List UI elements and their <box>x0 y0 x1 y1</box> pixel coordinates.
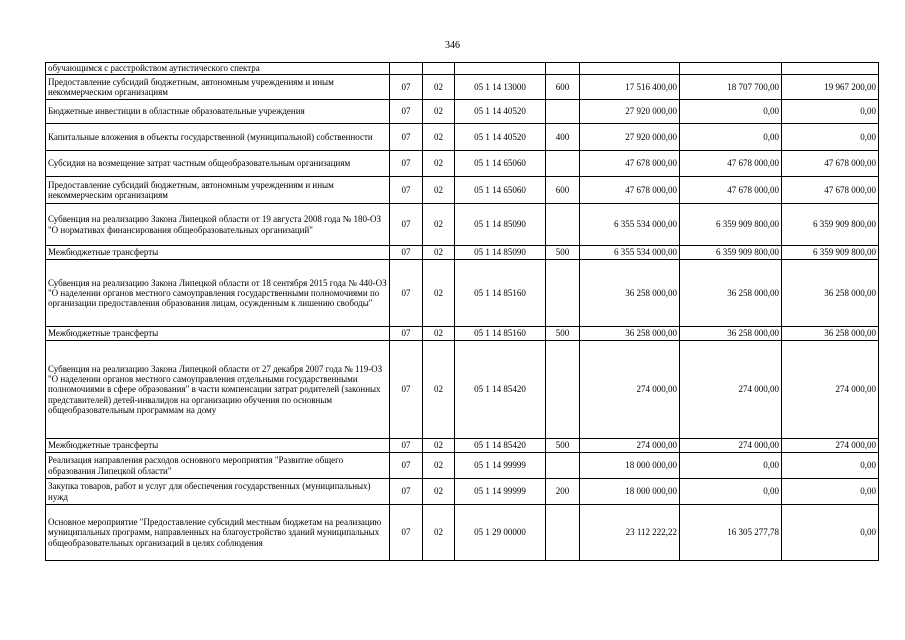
table-row <box>46 341 879 439</box>
row-name-cell: Субвенция на реализацию Закона Липецкой области от 19 августа 2008 года № 180-ОЗ "О нормативах финансирования общеобразовательных организаций" <box>46 204 390 246</box>
amount-year3-cell: 0,00 <box>782 100 879 124</box>
row-name-cell: Основное мероприятие "Предоставление субсидий местным бюджетам на реализацию муниципальных программ, направленных на благоустройство зданий муниципальных общеобразовательных организаций в целях соблюдения <box>46 505 390 561</box>
target-article-cell: 05 1 14 40520 <box>455 100 546 124</box>
subsection-code-cell: 02 <box>423 124 455 151</box>
section-code-cell: 07 <box>390 177 423 204</box>
subsection-code-cell: 02 <box>423 246 455 260</box>
amount-year2-cell <box>680 63 782 75</box>
subsection-code-cell <box>423 63 455 75</box>
budget-table-body <box>46 63 879 561</box>
table-row <box>46 63 879 75</box>
section-code-cell: 07 <box>390 124 423 151</box>
row-name-cell: Субвенция на реализацию Закона Липецкой области от 27 декабря 2007 года № 119-ОЗ "О наделении органов местного самоуправления отдельными государственными полномочиями в сфере образования" в части компенсации затрат родителей (законных представителей) детей-инвалидов на организацию обучения по основным общеобразовательным программам на дому <box>46 341 390 439</box>
row-name-cell: Субсидия на возмещение затрат частным общеобразовательным организациям <box>46 151 390 177</box>
amount-year2-cell: 36 258 000,00 <box>680 260 782 327</box>
amount-year1-cell: 47 678 000,00 <box>580 151 680 177</box>
subsection-code-cell: 02 <box>423 151 455 177</box>
section-code-cell: 07 <box>390 260 423 327</box>
row-name-cell: Субвенция на реализацию Закона Липецкой области от 18 сентября 2015 года № 440-ОЗ "О наделении органов местного самоуправления государственными полномочиями по организации предоставления образования лицам, осужденным к лишению свободы" <box>46 260 390 327</box>
amount-year2-cell: 0,00 <box>680 479 782 505</box>
amount-year1-cell: 6 355 534 000,00 <box>580 204 680 246</box>
amount-year2-cell: 274 000,00 <box>680 341 782 439</box>
target-article-cell: 05 1 14 65060 <box>455 151 546 177</box>
section-code-cell: 07 <box>390 100 423 124</box>
table-row <box>46 75 879 100</box>
expense-type-cell <box>546 341 580 439</box>
target-article-cell: 05 1 14 85420 <box>455 341 546 439</box>
table-row <box>46 124 879 151</box>
amount-year1-cell: 47 678 000,00 <box>580 177 680 204</box>
section-code-cell: 07 <box>390 453 423 479</box>
subsection-code-cell: 02 <box>423 75 455 100</box>
amount-year1-cell: 6 355 534 000,00 <box>580 246 680 260</box>
amount-year2-cell: 6 359 909 800,00 <box>680 204 782 246</box>
row-name-cell: Реализация направления расходов основного мероприятия "Развитие общего образования Липецкой области" <box>46 453 390 479</box>
table-row <box>46 260 879 327</box>
row-name-cell: Предоставление субсидий бюджетным, автономным учреждениям и иным некоммерческим организациям <box>46 177 390 204</box>
amount-year1-cell: 27 920 000,00 <box>580 100 680 124</box>
target-article-cell: 05 1 14 13000 <box>455 75 546 100</box>
section-code-cell <box>390 63 423 75</box>
budget-table <box>45 62 879 561</box>
subsection-code-cell: 02 <box>423 204 455 246</box>
amount-year3-cell: 274 000,00 <box>782 439 879 453</box>
amount-year1-cell: 18 000 000,00 <box>580 453 680 479</box>
section-code-cell: 07 <box>390 327 423 341</box>
amount-year1-cell <box>580 63 680 75</box>
amount-year2-cell: 0,00 <box>680 100 782 124</box>
table-row <box>46 327 879 341</box>
subsection-code-cell: 02 <box>423 260 455 327</box>
amount-year3-cell: 274 000,00 <box>782 341 879 439</box>
amount-year1-cell: 17 516 400,00 <box>580 75 680 100</box>
target-article-cell: 05 1 14 99999 <box>455 479 546 505</box>
table-row <box>46 246 879 260</box>
row-name-cell: Капитальные вложения в объекты государственной (муниципальной) собственности <box>46 124 390 151</box>
amount-year3-cell: 6 359 909 800,00 <box>782 204 879 246</box>
section-code-cell: 07 <box>390 75 423 100</box>
table-row <box>46 479 879 505</box>
row-name-cell: Межбюджетные трансферты <box>46 439 390 453</box>
expense-type-cell: 500 <box>546 246 580 260</box>
amount-year2-cell: 36 258 000,00 <box>680 327 782 341</box>
subsection-code-cell: 02 <box>423 505 455 561</box>
amount-year3-cell: 36 258 000,00 <box>782 260 879 327</box>
row-name-cell: Закупка товаров, работ и услуг для обеспечения государственных (муниципальных) нужд <box>46 479 390 505</box>
section-code-cell: 07 <box>390 204 423 246</box>
section-code-cell: 07 <box>390 505 423 561</box>
subsection-code-cell: 02 <box>423 439 455 453</box>
row-name-cell: Межбюджетные трансферты <box>46 246 390 260</box>
table-row <box>46 204 879 246</box>
amount-year2-cell: 0,00 <box>680 124 782 151</box>
target-article-cell: 05 1 29 00000 <box>455 505 546 561</box>
amount-year3-cell: 6 359 909 800,00 <box>782 246 879 260</box>
amount-year1-cell: 18 000 000,00 <box>580 479 680 505</box>
amount-year1-cell: 36 258 000,00 <box>580 327 680 341</box>
expense-type-cell <box>546 204 580 246</box>
expense-type-cell <box>546 63 580 75</box>
section-code-cell: 07 <box>390 439 423 453</box>
amount-year3-cell: 0,00 <box>782 479 879 505</box>
table-row <box>46 177 879 204</box>
expense-type-cell: 400 <box>546 124 580 151</box>
row-name-cell: Бюджетные инвестиции в областные образовательные учреждения <box>46 100 390 124</box>
amount-year3-cell: 47 678 000,00 <box>782 177 879 204</box>
subsection-code-cell: 02 <box>423 479 455 505</box>
table-row <box>46 151 879 177</box>
expense-type-cell <box>546 100 580 124</box>
row-name-cell: обучающимся с расстройством аутистического спектра <box>46 63 390 75</box>
target-article-cell: 05 1 14 40520 <box>455 124 546 151</box>
amount-year2-cell: 16 305 277,78 <box>680 505 782 561</box>
target-article-cell <box>455 63 546 75</box>
expense-type-cell: 500 <box>546 327 580 341</box>
amount-year1-cell: 36 258 000,00 <box>580 260 680 327</box>
amount-year2-cell: 18 707 700,00 <box>680 75 782 100</box>
row-name-cell: Межбюджетные трансферты <box>46 327 390 341</box>
amount-year1-cell: 274 000,00 <box>580 341 680 439</box>
section-code-cell: 07 <box>390 246 423 260</box>
section-code-cell: 07 <box>390 341 423 439</box>
amount-year3-cell: 0,00 <box>782 505 879 561</box>
section-code-cell: 07 <box>390 479 423 505</box>
amount-year1-cell: 23 112 222,22 <box>580 505 680 561</box>
subsection-code-cell: 02 <box>423 341 455 439</box>
subsection-code-cell: 02 <box>423 100 455 124</box>
amount-year2-cell: 47 678 000,00 <box>680 151 782 177</box>
target-article-cell: 05 1 14 85160 <box>455 327 546 341</box>
expense-type-cell <box>546 151 580 177</box>
expense-type-cell <box>546 260 580 327</box>
amount-year2-cell: 6 359 909 800,00 <box>680 246 782 260</box>
target-article-cell: 05 1 14 65060 <box>455 177 546 204</box>
subsection-code-cell: 02 <box>423 453 455 479</box>
amount-year3-cell: 47 678 000,00 <box>782 151 879 177</box>
table-row <box>46 453 879 479</box>
subsection-code-cell: 02 <box>423 177 455 204</box>
amount-year3-cell: 36 258 000,00 <box>782 327 879 341</box>
expense-type-cell: 500 <box>546 439 580 453</box>
table-row <box>46 100 879 124</box>
target-article-cell: 05 1 14 85420 <box>455 439 546 453</box>
page-number: 346 <box>445 40 460 51</box>
subsection-code-cell: 02 <box>423 327 455 341</box>
amount-year3-cell: 0,00 <box>782 453 879 479</box>
section-code-cell: 07 <box>390 151 423 177</box>
amount-year1-cell: 27 920 000,00 <box>580 124 680 151</box>
expense-type-cell: 200 <box>546 479 580 505</box>
expense-type-cell: 600 <box>546 75 580 100</box>
amount-year3-cell: 19 967 200,00 <box>782 75 879 100</box>
amount-year3-cell: 0,00 <box>782 124 879 151</box>
amount-year2-cell: 47 678 000,00 <box>680 177 782 204</box>
amount-year1-cell: 274 000,00 <box>580 439 680 453</box>
target-article-cell: 05 1 14 85090 <box>455 246 546 260</box>
amount-year2-cell: 0,00 <box>680 453 782 479</box>
table-row <box>46 439 879 453</box>
expense-type-cell: 600 <box>546 177 580 204</box>
table-row <box>46 505 879 561</box>
amount-year2-cell: 274 000,00 <box>680 439 782 453</box>
expense-type-cell <box>546 505 580 561</box>
target-article-cell: 05 1 14 85090 <box>455 204 546 246</box>
row-name-cell: Предоставление субсидий бюджетным, автономным учреждениям и иным некоммерческим организациям <box>46 75 390 100</box>
target-article-cell: 05 1 14 99999 <box>455 453 546 479</box>
target-article-cell: 05 1 14 85160 <box>455 260 546 327</box>
expense-type-cell <box>546 453 580 479</box>
amount-year3-cell <box>782 63 879 75</box>
